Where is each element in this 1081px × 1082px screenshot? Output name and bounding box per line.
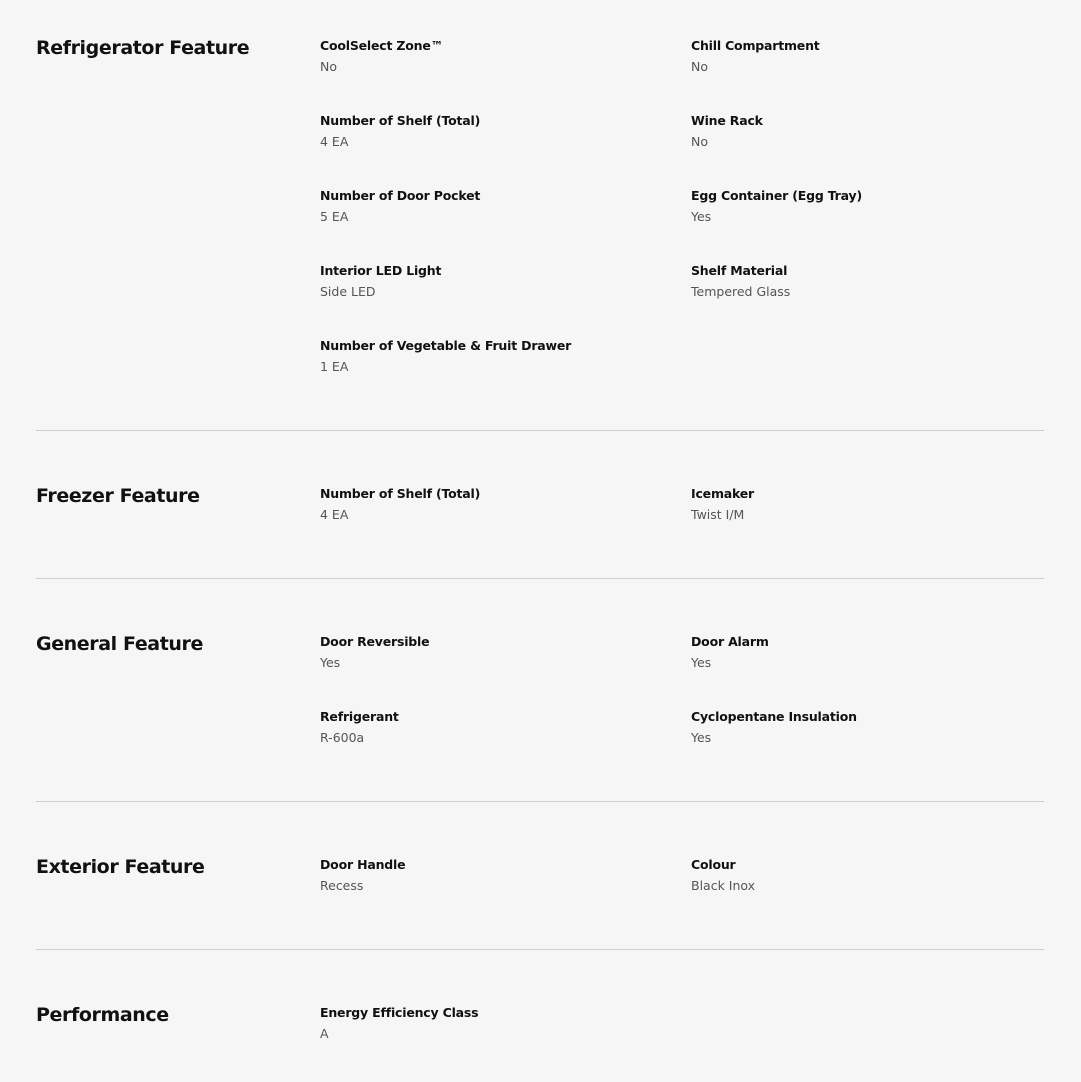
spec-value: A [320, 1026, 329, 1041]
spec-label: Number of Door Pocket [320, 188, 481, 203]
spec-item [691, 38, 1044, 113]
spec-label: Door Reversible [320, 634, 430, 649]
spec-value: Twist I/M [691, 507, 745, 522]
spec-value: Yes [691, 730, 712, 745]
section-title: Freezer Feature [36, 485, 200, 507]
spec-grid [320, 634, 1044, 784]
spec-value: Yes [691, 209, 712, 224]
spec-value: R-600a [320, 730, 365, 745]
spec-label: Door Alarm [691, 634, 769, 649]
section-title: General Feature [36, 633, 203, 655]
section-title: Refrigerator Feature [36, 37, 250, 59]
spec-item [691, 263, 1044, 338]
spec-section-general [36, 579, 1044, 802]
section-title: Performance [36, 1004, 169, 1026]
spec-section-performance [36, 950, 1044, 1082]
spec-item [691, 486, 1044, 561]
spec-item [320, 709, 691, 784]
spec-value: No [691, 59, 708, 74]
spec-grid [320, 857, 1044, 932]
spec-item [320, 263, 691, 338]
spec-value: Recess [320, 878, 364, 893]
spec-item [691, 709, 1044, 784]
spec-value: Side LED [320, 284, 376, 299]
spec-grid [320, 38, 1044, 413]
spec-list [36, 0, 1044, 1082]
spec-value: Yes [320, 655, 341, 670]
spec-label: Egg Container (Egg Tray) [691, 188, 862, 203]
spec-section-exterior [36, 802, 1044, 950]
spec-section-refrigerator [36, 0, 1044, 431]
spec-label: Number of Vegetable & Fruit Drawer [320, 338, 572, 353]
spec-value: 4 EA [320, 507, 349, 522]
spec-label: Door Handle [320, 857, 406, 872]
spec-label: Number of Shelf (Total) [320, 113, 481, 128]
spec-value: 1 EA [320, 359, 349, 374]
spec-label: Number of Shelf (Total) [320, 486, 481, 501]
spec-item [691, 188, 1044, 263]
spec-item [320, 1005, 691, 1080]
spec-item [320, 38, 691, 113]
spec-value: Black Inox [691, 878, 756, 893]
spec-item [320, 634, 691, 709]
spec-grid [320, 486, 1044, 561]
spec-label: Colour [691, 857, 736, 872]
spec-label: Wine Rack [691, 113, 763, 128]
spec-item [320, 113, 691, 188]
spec-item [320, 338, 691, 413]
spec-item [691, 113, 1044, 188]
spec-item [691, 634, 1044, 709]
spec-value: No [320, 59, 337, 74]
spec-label: Icemaker [691, 486, 755, 501]
spec-label: Energy Efficiency Class [320, 1005, 479, 1020]
spec-grid [320, 1005, 1044, 1080]
spec-label: Interior LED Light [320, 263, 442, 278]
spec-label: Shelf Material [691, 263, 788, 278]
spec-value: Tempered Glass [691, 284, 791, 299]
spec-section-freezer [36, 431, 1044, 579]
spec-item [691, 857, 1044, 932]
section-title: Exterior Feature [36, 856, 205, 878]
spec-value: No [691, 134, 708, 149]
spec-item [320, 486, 691, 561]
spec-item [320, 188, 691, 263]
spec-label: Chill Compartment [691, 38, 820, 53]
spec-label: Cyclopentane Insulation [691, 709, 857, 724]
spec-item [320, 857, 691, 932]
spec-label: Refrigerant [320, 709, 399, 724]
spec-label: CoolSelect Zone™ [320, 38, 443, 53]
spec-value: 5 EA [320, 209, 349, 224]
spec-value: Yes [691, 655, 712, 670]
spec-value: 4 EA [320, 134, 349, 149]
